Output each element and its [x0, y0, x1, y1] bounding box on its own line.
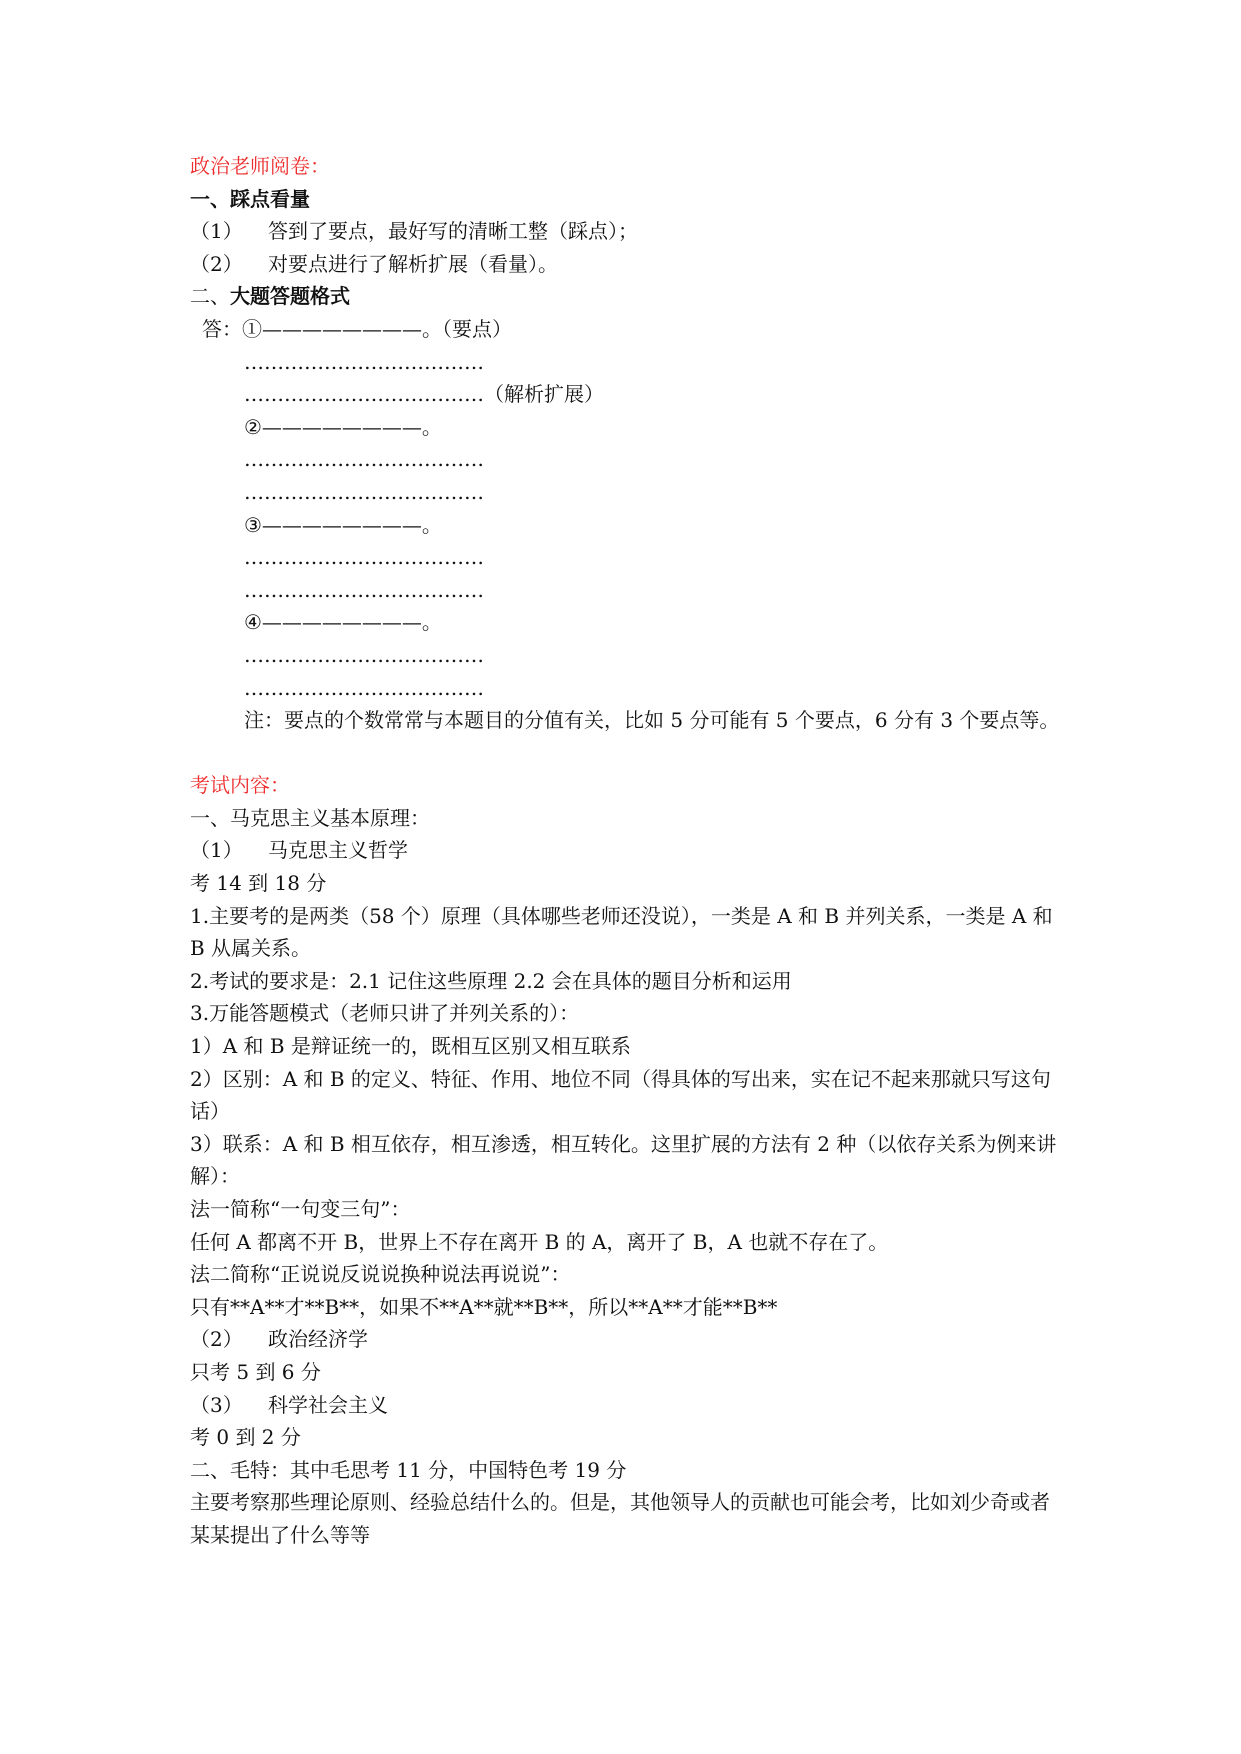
document-body — [190, 150, 1062, 1552]
heading-prefix: 二、 — [190, 284, 230, 309]
answer-point-3: ③————————。 — [244, 512, 442, 537]
item-number: （3） — [190, 1392, 243, 1417]
item-text: 政治经济学 — [268, 1327, 368, 1352]
dotted-line: ……………………………… — [244, 577, 484, 602]
exam-line: 只考 5 到 6 分 — [190, 1359, 321, 1384]
heading-check-points: 一、踩点看量 — [190, 186, 310, 211]
item-text: 马克思主义哲学 — [268, 838, 408, 863]
exam-list-item — [190, 1389, 1062, 1422]
item-text: 答到了要点，最好写的清晰工整（踩点）； — [268, 219, 638, 244]
exam-list-item — [190, 834, 1062, 867]
item-number: （2） — [190, 1327, 243, 1352]
marking-section-title: 政治老师阅卷： — [190, 154, 330, 178]
exam-section-title: 考试内容： — [190, 773, 290, 798]
exam-line: 一、马克思主义基本原理： — [190, 805, 430, 830]
dotted-line: ……………………………… — [244, 349, 484, 374]
answer-point-4: ④————————。 — [244, 610, 442, 635]
heading-text: 大题答题格式 — [230, 284, 350, 309]
dotted-line: ……………………………… — [244, 675, 484, 700]
exam-line: 1）A 和 B 是辩证统一的，既相互区别又相互联系 — [190, 1034, 631, 1059]
exam-list-item — [190, 1323, 1062, 1356]
heading-answer-format — [190, 280, 1062, 313]
item-text: 科学社会主义 — [268, 1392, 388, 1417]
item-number: （1） — [190, 219, 243, 244]
exam-paragraph: 2）区别：A 和 B 的定义、特征、作用、地位不同（得具体的写出来，实在记不起来那就只写这句话） — [190, 1066, 1051, 1124]
exam-line: 法一简称“一句变三句”： — [190, 1197, 411, 1221]
exam-paragraph: 1.主要考的是两类（58 个）原理（具体哪些老师还没说），一类是 A 和 B 并列关系，一类是 A 和 B 从属关系。 — [190, 903, 1053, 961]
exam-line: 任何 A 都离不开 B，世界上不存在离开 B 的 A，离开了 B，A 也就不存在了。 — [190, 1229, 889, 1254]
exam-paragraph: 主要考察那些理论原则、经验总结什么的。但是，其他领导人的贡献也可能会考，比如刘少奇或者某某提出了什么等等 — [190, 1490, 1050, 1547]
dotted-line: ……………………………… — [244, 479, 484, 504]
exam-line: 考 0 到 2 分 — [190, 1425, 301, 1450]
answer-lead: 答：①————————。（要点） — [202, 316, 512, 341]
note-paragraph: 注：要点的个数常常与本题目的分值有关，比如 5 分可能有 5 个要点，6 分有 3 个要点等。 — [244, 708, 1060, 733]
item-number: （1） — [190, 838, 243, 863]
item-number: （2） — [190, 251, 243, 276]
exam-line: 考 14 到 18 分 — [190, 871, 327, 896]
exam-line: 3.万能答题模式（老师只讲了并列关系的）： — [190, 1001, 580, 1026]
exam-line: 只有**A**才**B**，如果不**A**就**B**，所以**A**才能**B** — [190, 1294, 778, 1319]
exam-line: 法二简称“正说说反说说换种说法再说说”： — [190, 1262, 571, 1287]
exam-line: 二、毛特：其中毛思考 11 分，中国特色考 19 分 — [190, 1457, 627, 1482]
list-item — [190, 215, 1062, 248]
item-text: 对要点进行了解析扩展（看量）。 — [268, 251, 558, 276]
dotted-line: ……………………………… — [244, 447, 484, 472]
dotted-line-note: ………………………………（解析扩展） — [244, 382, 604, 407]
dotted-line: ……………………………… — [244, 642, 484, 667]
exam-paragraph: 3）联系：A 和 B 相互依存，相互渗透，相互转化。这里扩展的方法有 2 种（以依存关系为例来讲解）： — [190, 1131, 1057, 1189]
spacer — [190, 737, 1062, 770]
dotted-line: ……………………………… — [244, 545, 484, 570]
answer-point-2: ②————————。 — [244, 414, 442, 439]
exam-line: 2.考试的要求是：2.1 记住这些原理 2.2 会在具体的题目分析和运用 — [190, 968, 792, 993]
list-item — [190, 248, 1062, 281]
